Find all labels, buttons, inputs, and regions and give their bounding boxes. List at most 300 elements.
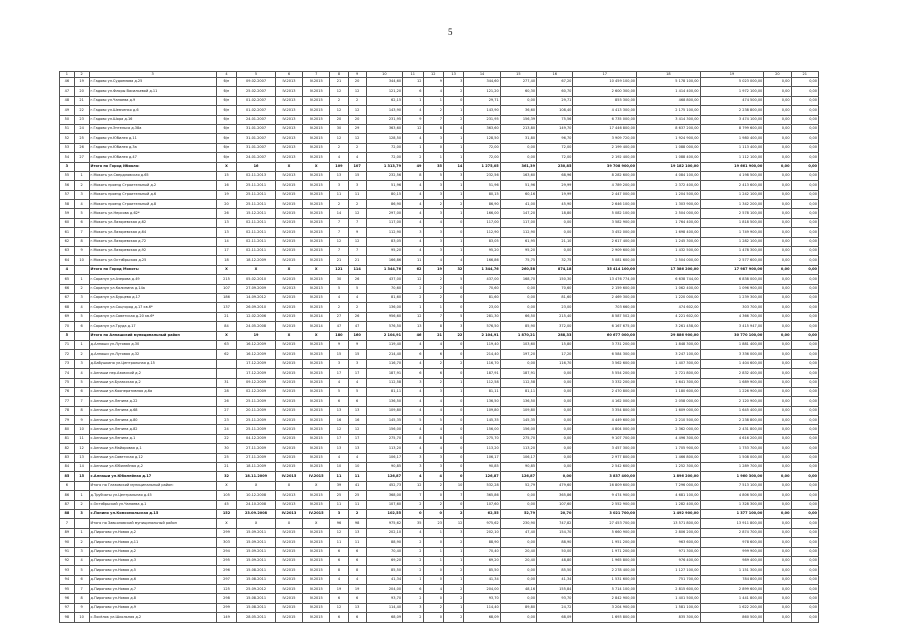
table-cell: 0,00 xyxy=(791,96,818,105)
table-cell: 0,00 xyxy=(764,143,791,152)
address-cell: г.Сарапул ул.Соцгород д.17 кв.6* xyxy=(89,303,216,312)
table-cell: 2 842 900,00 xyxy=(573,594,637,603)
table-cell: IV.2015 xyxy=(303,96,330,105)
table-cell: 8 xyxy=(74,594,89,603)
table-cell: 275,70 xyxy=(366,434,402,443)
table-cell: 12 xyxy=(330,425,348,434)
table-cell: 1 xyxy=(423,303,443,312)
table-cell: 0,00 xyxy=(500,594,536,603)
table-cell: 50 xyxy=(60,115,75,124)
table-cell: 2 577 600,00 xyxy=(700,256,764,265)
table-cell: 13 476 774,00 xyxy=(573,275,637,284)
table-cell: IV.2015 xyxy=(303,303,330,312)
table-cell: 0,00 xyxy=(791,425,818,434)
table-row xyxy=(60,369,819,378)
table-cell: 121,20 xyxy=(366,87,402,96)
table-cell: 2 xyxy=(74,500,89,509)
address-cell: г.Гадово ул.Шора д.16 xyxy=(89,115,216,124)
table-cell: 21 xyxy=(74,96,89,105)
table-cell: 2 874 700,00 xyxy=(700,528,764,537)
table-cell: 368,00 xyxy=(366,491,402,500)
address-cell: г.Гадово ул.Чапаева д.9 xyxy=(89,96,216,105)
table-cell: 166,86 xyxy=(366,256,402,265)
table-cell: 0,00 xyxy=(764,463,791,472)
table-cell: IV.2015 xyxy=(303,293,330,302)
table-cell: 6 xyxy=(74,575,89,584)
table-cell: IV.2013 xyxy=(275,491,302,500)
address-cell: г.Сарапул ул.Калинина д.14а xyxy=(89,284,216,293)
table-cell: 0,00 xyxy=(791,387,818,396)
table-cell: б/н xyxy=(216,153,236,162)
table-cell: 35 xyxy=(403,519,423,528)
table-row xyxy=(60,78,819,87)
table-cell: 13 xyxy=(403,322,423,331)
table-cell: 49 xyxy=(403,162,423,171)
table-cell: IV.2015 xyxy=(303,228,330,237)
table-cell: 2 xyxy=(74,350,89,359)
table-cell: 76 xyxy=(60,387,75,396)
table-cell: 121,20 xyxy=(464,87,500,96)
table-cell: 3 xyxy=(423,209,443,218)
table-cell: 2 372 400,00 xyxy=(637,181,701,190)
table-cell: IV.2015 xyxy=(303,209,330,218)
table-cell: 0,00 xyxy=(764,519,791,528)
table-cell: 5 xyxy=(403,416,423,425)
table-cell: 0,00 xyxy=(791,115,818,124)
table-cell: 13 xyxy=(330,406,348,415)
table-cell: 2 058 000,00 xyxy=(637,397,701,406)
table-row xyxy=(60,87,819,96)
table-cell: 7 296 000,00 xyxy=(637,481,701,490)
table-cell: 94 xyxy=(60,575,75,584)
table-cell: 112,58 xyxy=(464,378,500,387)
table-cell: 31.01.2007 xyxy=(237,143,276,152)
table-cell: 66,50 xyxy=(500,312,536,321)
address-cell: г.Гадово ул.Юбилея д.11 xyxy=(89,134,216,143)
table-cell: 0,00 xyxy=(791,434,818,443)
table-cell: 10 xyxy=(330,463,348,472)
table-row xyxy=(60,293,819,302)
table-cell: 32 xyxy=(216,472,236,481)
table-cell: 51,96 xyxy=(366,181,402,190)
table-cell: 0,00 xyxy=(791,284,818,293)
table-cell: 7 xyxy=(443,491,463,500)
table-cell: IV.2015 xyxy=(275,303,302,312)
table-cell: 187,91 xyxy=(500,369,536,378)
table-cell: IV.2013 xyxy=(275,124,302,133)
table-cell: 0,00 xyxy=(500,284,536,293)
table-cell: 4 xyxy=(330,575,348,584)
table-cell: 27.11.2009 xyxy=(237,444,276,453)
table-cell: 4 xyxy=(423,425,443,434)
table-cell: IV.2015 xyxy=(303,406,330,415)
table-cell: 2 199 400,00 xyxy=(573,143,637,152)
table-cell: 0,00 xyxy=(791,171,818,180)
table-cell: 784 800,00 xyxy=(700,575,764,584)
table-cell: 0,00 xyxy=(764,350,791,359)
table-cell: 11 xyxy=(348,538,366,547)
table-cell: 6 xyxy=(330,556,348,565)
table-cell: 2 977 800,00 xyxy=(573,453,637,462)
table-cell: 72,00 xyxy=(366,143,402,152)
table-cell: 15 xyxy=(348,350,366,359)
header-cell: 2 xyxy=(74,72,89,78)
table-cell: 9 xyxy=(74,416,89,425)
table-cell: 02.12.2009 xyxy=(237,387,276,396)
table-cell: 1 xyxy=(443,143,463,152)
table-cell: IV.2015 xyxy=(303,190,330,199)
table-row xyxy=(60,463,819,472)
table-cell: 69,20 xyxy=(366,556,402,565)
table-cell: 0,00 xyxy=(764,566,791,575)
table-cell: 112,58 xyxy=(366,378,402,387)
table-cell: 8 282 600,00 xyxy=(573,171,637,180)
table-cell: X xyxy=(237,265,276,274)
table-cell: 80,15 xyxy=(366,190,402,199)
table-cell: 2 xyxy=(403,556,423,565)
table-cell: IV.2013 xyxy=(275,115,302,124)
table-cell: 295 xyxy=(216,556,236,565)
table-cell: 1 407 300,00 xyxy=(637,359,701,368)
table-cell: 2 120 900,00 xyxy=(700,397,764,406)
table-cell: 1 401 500,00 xyxy=(637,594,701,603)
table-cell: 0,00 xyxy=(764,200,791,209)
table-cell: 89 xyxy=(60,528,75,537)
table-cell: 128,50 xyxy=(366,134,402,143)
table-cell: 0,00 xyxy=(537,444,573,453)
table-cell: 0,00 xyxy=(764,293,791,302)
table-cell: 3 xyxy=(403,453,423,462)
table-cell: 117,00 xyxy=(500,218,536,227)
table-cell: 106,17 xyxy=(464,453,500,462)
table-cell: IV.2015 xyxy=(303,237,330,246)
table-cell: 294 xyxy=(216,547,236,556)
table-cell: 1 088 400,00 xyxy=(637,153,701,162)
table-cell: 119,40 xyxy=(366,340,402,349)
table-cell: 3 xyxy=(443,78,463,87)
table-cell: X xyxy=(303,331,330,340)
table-cell: 0,00 xyxy=(791,106,818,115)
table-cell: 1 xyxy=(423,556,443,565)
table-cell: 10 xyxy=(74,425,89,434)
table-cell: 576,50 xyxy=(366,322,402,331)
table-row xyxy=(60,115,819,124)
table-cell: 4 449 600,00 xyxy=(573,416,637,425)
table-cell: 24.05.2008 xyxy=(237,322,276,331)
table-cell: 26 xyxy=(216,397,236,406)
table-cell: 5 xyxy=(74,378,89,387)
table-cell: X xyxy=(216,519,236,528)
table-cell: 70,60 xyxy=(537,284,573,293)
table-cell: 95,20 xyxy=(366,247,402,256)
table-cell: 15,80 xyxy=(537,340,573,349)
table-cell: 11 xyxy=(330,190,348,199)
table-cell: 112,90 xyxy=(464,228,500,237)
table-cell: 0 xyxy=(443,284,463,293)
address-cell: г.Мокоть ул.Нерсова д.62* xyxy=(89,209,216,218)
table-cell: 116,70 xyxy=(537,359,573,368)
address-cell: Итого по Город Ибиала: xyxy=(89,162,216,171)
table-cell: 93 xyxy=(60,566,75,575)
table-cell: 0 xyxy=(443,397,463,406)
table-cell: 5 xyxy=(330,284,348,293)
table-cell: 72,00 xyxy=(366,153,402,162)
table-cell: 0 xyxy=(423,491,443,500)
table-cell: 27 453 700,00 xyxy=(573,519,637,528)
table-cell: 0,00 xyxy=(764,275,791,284)
table-cell: 95,20 xyxy=(464,247,500,256)
table-cell: 25 xyxy=(330,491,348,500)
table-cell: 29,71 xyxy=(537,96,573,105)
table-cell: IV.2013 xyxy=(275,509,302,518)
table-cell: 55 xyxy=(60,171,75,180)
table-cell: 107,60 xyxy=(366,500,402,509)
table-cell: 7 xyxy=(423,115,443,124)
table-cell: 2 xyxy=(330,200,348,209)
table-cell: 31,80 xyxy=(500,134,536,143)
table-cell: 0 xyxy=(443,369,463,378)
table-cell: 61 xyxy=(60,228,75,237)
table-cell: 1 112 100,00 xyxy=(700,153,764,162)
table-cell: 0,00 xyxy=(764,331,791,340)
table-cell: 1 818 500,00 xyxy=(700,218,764,227)
table-cell: 126,87 xyxy=(464,472,500,481)
table-row xyxy=(60,585,819,594)
table-cell: 281,30 xyxy=(464,312,500,321)
table-cell: 1 242 100,00 xyxy=(700,190,764,199)
table-cell: 65 xyxy=(60,275,75,284)
table-cell: 1 641 300,00 xyxy=(637,378,701,387)
table-cell: 70,40 xyxy=(464,547,500,556)
table-cell: 0,00 xyxy=(500,491,536,500)
table-cell: 12 xyxy=(403,312,423,321)
table-cell: IV.2015 xyxy=(275,463,302,472)
table-cell: 0,00 xyxy=(500,538,536,547)
table-cell: 4 xyxy=(403,247,423,256)
table-cell: 1 xyxy=(74,491,89,500)
header-cell: 5 xyxy=(237,72,276,78)
table-row xyxy=(60,575,819,584)
table-cell: 15 xyxy=(330,350,348,359)
table-cell: IV.2015 xyxy=(303,134,330,143)
table-cell: 1 328 300,00 xyxy=(700,500,764,509)
table-cell: 30 xyxy=(216,444,236,453)
table-cell: 298 xyxy=(216,594,236,603)
table-cell: 81,60 xyxy=(366,293,402,302)
table-cell: 9 xyxy=(74,247,89,256)
header-cell: 19 xyxy=(700,72,764,78)
table-cell: 0,00 xyxy=(764,378,791,387)
table-cell: 0,00 xyxy=(791,547,818,556)
table-cell: 68,09 xyxy=(366,613,402,622)
table-cell: 7 xyxy=(74,585,89,594)
table-cell: 275,70 xyxy=(464,434,500,443)
table-cell: 12 xyxy=(348,134,366,143)
table-row xyxy=(60,153,819,162)
table-cell: 747,82 xyxy=(537,519,573,528)
table-cell: IV.2015 xyxy=(275,585,302,594)
table-cell: 35 414 100,00 xyxy=(573,265,637,274)
table-cell: 0,00 xyxy=(764,218,791,227)
table-cell: 31.01.2007 xyxy=(237,134,276,143)
table-cell: 4 xyxy=(74,556,89,565)
table-cell: 751 700,00 xyxy=(637,575,701,584)
table-cell: 20 xyxy=(348,115,366,124)
table-row xyxy=(60,434,819,443)
table-cell: 5 660 900,00 xyxy=(573,528,637,537)
table-cell: 1 xyxy=(74,528,89,537)
table-cell: 6 584 300,00 xyxy=(573,350,637,359)
table-cell: IV.2015 xyxy=(275,322,302,331)
table-cell: 12.02.2006 xyxy=(237,312,276,321)
table-cell: 5 xyxy=(60,331,75,340)
table-cell: 17 xyxy=(216,247,236,256)
table-cell: X xyxy=(275,481,302,490)
table-cell: IV.2015 xyxy=(275,453,302,462)
table-cell: 2 xyxy=(74,284,89,293)
table-cell: 3 xyxy=(348,181,366,190)
table-row xyxy=(60,406,819,415)
table-cell: 5 xyxy=(443,275,463,284)
table-cell: 1 204 500,00 xyxy=(637,190,701,199)
table-cell: 0,00 xyxy=(500,96,536,105)
address-cell: с.Алнаши ул.Юбилейная д.17 xyxy=(89,472,216,481)
table-cell: 6 167 675,00 xyxy=(573,322,637,331)
table-cell: 21,10 xyxy=(537,237,573,246)
table-cell: 2 104,91 xyxy=(464,331,500,340)
table-cell: 2 xyxy=(423,378,443,387)
table-row xyxy=(60,594,819,603)
table-cell: 0,00 xyxy=(791,218,818,227)
table-cell: 0,00 xyxy=(791,78,818,87)
table-cell: 0,00 xyxy=(764,340,791,349)
table-cell: 17 446 800,00 xyxy=(573,124,637,133)
table-cell: 56 xyxy=(60,181,75,190)
table-cell: 0,00 xyxy=(500,566,536,575)
table-cell: 15 xyxy=(348,171,366,180)
table-cell: 1 113 400,00 xyxy=(700,143,764,152)
table-cell: IV.2015 xyxy=(303,143,330,152)
table-cell: 3 xyxy=(423,228,443,237)
table-cell: 186 xyxy=(216,293,236,302)
table-row xyxy=(60,613,819,622)
address-cell: с.Понино ул.Комсомольская д.15 xyxy=(89,509,216,518)
table-cell: 30 770 100,00 xyxy=(700,331,764,340)
table-cell: 855 300,00 xyxy=(573,96,637,105)
table-row xyxy=(60,312,819,321)
table-cell: 51,96 xyxy=(500,181,536,190)
table-cell: 963 600,00 xyxy=(637,538,701,547)
table-cell: X xyxy=(275,519,302,528)
table-cell: IV.2015 xyxy=(275,416,302,425)
table-cell: 75,56 xyxy=(537,115,573,124)
table-cell: IV.2014 xyxy=(303,322,330,331)
table-cell: IV.2015 xyxy=(303,218,330,227)
table-cell: 49 xyxy=(60,106,75,115)
table-cell: 18.11.2009 xyxy=(237,463,276,472)
subtotal-row xyxy=(60,265,819,274)
table-cell: 1 xyxy=(443,387,463,396)
table-cell: 4 xyxy=(348,453,366,462)
table-cell: б/н xyxy=(216,87,236,96)
address-cell: г.Гадово ул.Юбилея д.3а xyxy=(89,143,216,152)
table-cell: 0,00 xyxy=(791,444,818,453)
table-cell: 3 336 000,00 xyxy=(700,350,764,359)
table-cell: 4 xyxy=(403,190,423,199)
table-cell: IV.2015 xyxy=(303,603,330,612)
table-cell: 46 xyxy=(403,331,423,340)
table-cell: 0,00 xyxy=(764,425,791,434)
table-cell: 6 xyxy=(330,547,348,556)
table-cell: 8 799 600,00 xyxy=(700,124,764,133)
table-cell: 15 xyxy=(216,171,236,180)
table-cell: IV.2013 xyxy=(275,171,302,180)
table-cell: 5 178 100,00 xyxy=(637,78,701,87)
table-cell: IV.2015 xyxy=(303,78,330,87)
table-cell: 288,33 xyxy=(537,331,573,340)
table-cell: 4 xyxy=(423,256,443,265)
table-cell: 29 xyxy=(348,124,366,133)
table-cell: 113,20 xyxy=(366,444,402,453)
table-cell: 4 xyxy=(403,200,423,209)
table-cell: 0,00 xyxy=(764,87,791,96)
table-cell: 0 xyxy=(443,406,463,415)
table-cell: 35 xyxy=(423,162,443,171)
table-cell: 0,00 xyxy=(764,481,791,490)
table-cell: 70,60 xyxy=(464,284,500,293)
table-cell: IV.2015 xyxy=(275,190,302,199)
table-cell: 0,00 xyxy=(764,556,791,565)
table-cell: IV.2015 xyxy=(303,528,330,537)
table-row xyxy=(60,387,819,396)
table-row xyxy=(60,547,819,556)
table-cell: 0,00 xyxy=(537,369,573,378)
table-cell: IV.2015 xyxy=(303,387,330,396)
table-row xyxy=(60,124,819,133)
table-cell: IV.2015 xyxy=(275,275,302,284)
table-cell: IV.2013 xyxy=(275,500,302,509)
table-cell: 62 xyxy=(216,350,236,359)
table-cell: 3 332 200,00 xyxy=(573,378,637,387)
table-cell: 6 xyxy=(348,547,366,556)
table-cell: 15 xyxy=(74,472,89,481)
table-cell: 82 xyxy=(60,444,75,453)
table-cell: X xyxy=(303,481,330,490)
table-cell: 0 xyxy=(443,463,463,472)
table-cell: 29,71 xyxy=(464,96,500,105)
table-row xyxy=(60,538,819,547)
table-cell: 87 xyxy=(60,500,75,509)
table-cell: 2 xyxy=(423,293,443,302)
table-cell: 0,00 xyxy=(764,397,791,406)
table-cell: 874,18 xyxy=(537,265,573,274)
table-cell: 0,00 xyxy=(791,453,818,462)
table-cell: 6 838 000,00 xyxy=(700,275,764,284)
table-cell: 12 xyxy=(330,603,348,612)
table-cell: 0,00 xyxy=(791,322,818,331)
table-row xyxy=(60,378,819,387)
table-cell: 19,99 xyxy=(537,190,573,199)
table-cell: 1 881 400,00 xyxy=(700,340,764,349)
table-cell: 835 300,00 xyxy=(637,613,701,622)
address-cell: д.Трубчаты ул.Центральная д.45 xyxy=(89,491,216,500)
table-cell: 1 344,76 xyxy=(464,265,500,274)
table-row xyxy=(60,416,819,425)
table-cell: 01.02.2007 xyxy=(237,96,276,105)
header-cell: 16 xyxy=(537,72,573,78)
address-cell: д.Пирогово ул.Новая д.3 xyxy=(89,556,216,565)
table-cell: 2 899 600,00 xyxy=(700,585,764,594)
